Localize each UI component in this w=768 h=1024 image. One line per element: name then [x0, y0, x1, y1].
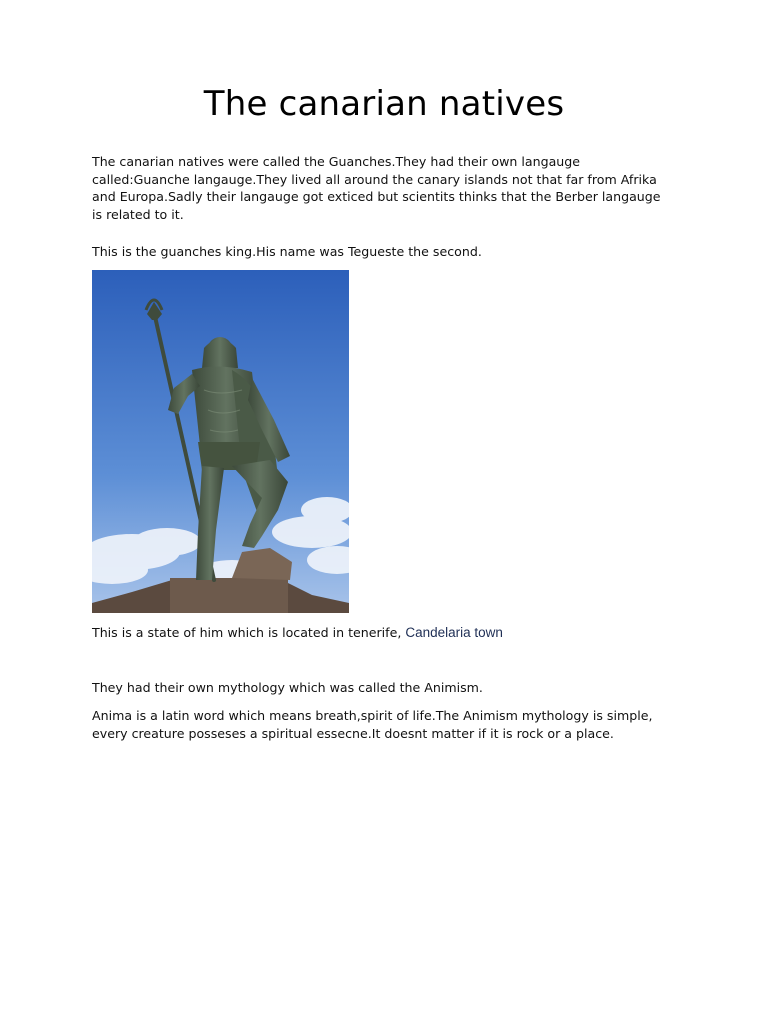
statue-photo — [92, 270, 349, 613]
anima-paragraph: Anima is a latin word which means breath,spirit of life.The Animism mythology is simple, every creature posseses a spiritual essecne.It doesnt matter if it is rock or a place. — [92, 708, 653, 741]
mythology-paragraph: They had their own mythology which was called the Animism. — [92, 680, 483, 695]
statue-caption-text: This is a state of him which is located in tenerife, — [92, 625, 406, 640]
intro-paragraph: The canarian natives were called the Guanches.They had their own langauge called:Guanche langauge.They lived all around the canary islands not that far from Afrika and Europa.Sadly their langauge got exticed but scientits thinks that the Berber langauge is related to it. — [92, 154, 661, 222]
king-paragraph: This is the guanches king.His name was Tegueste the second. — [92, 244, 482, 259]
statue-caption — [92, 624, 662, 642]
statue-location-text: Candelaria town — [405, 625, 503, 640]
page-title: The canarian natives — [203, 84, 565, 124]
statue-illustration — [92, 270, 349, 613]
